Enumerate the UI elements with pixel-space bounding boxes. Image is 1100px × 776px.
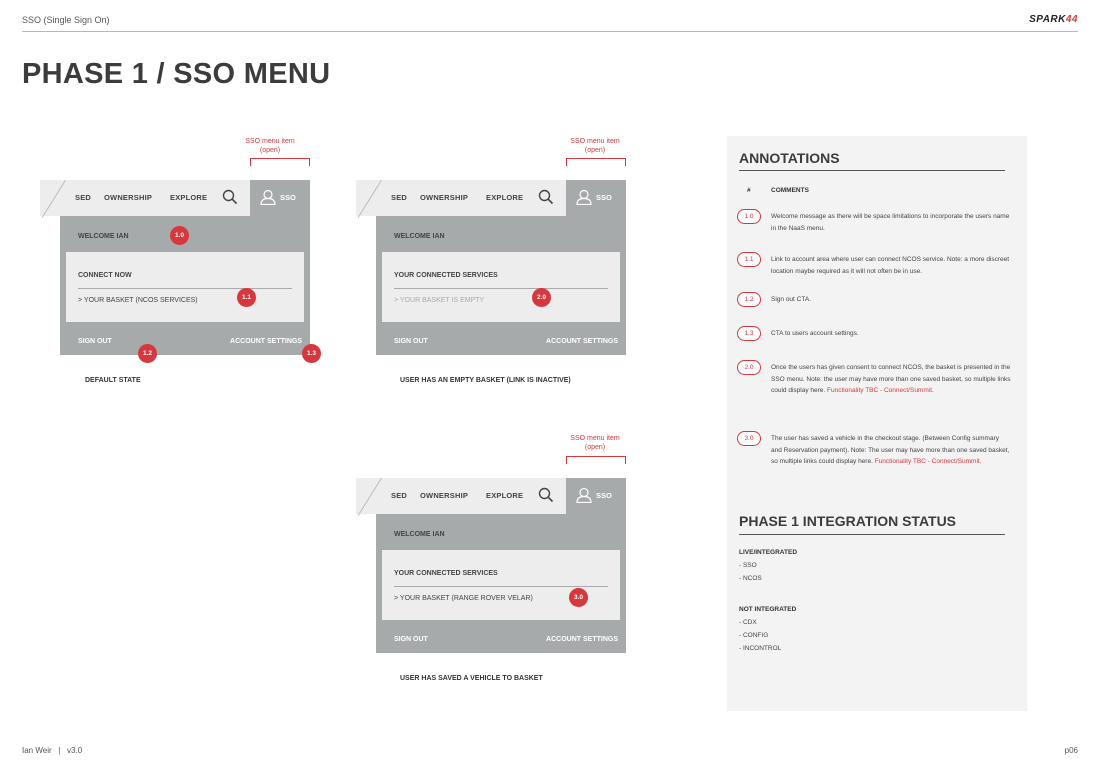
annotation-id: 2.0 (737, 360, 761, 375)
annotations-title: ANNOTATIONS (739, 150, 840, 166)
integration-title: PHASE 1 INTEGRATION STATUS (739, 513, 957, 529)
sso-dropdown-panel (376, 514, 626, 653)
logo-number: 44 (1065, 14, 1078, 25)
sso-dropdown-panel (376, 216, 626, 355)
sso-menu-default (40, 180, 317, 357)
nav-item-explore[interactable]: EXPLORE (170, 193, 208, 202)
account-settings-button[interactable]: ACCOUNT SETTINGS (546, 636, 618, 643)
annotation-badge-2-0: 2.0 (532, 288, 551, 307)
page-title: PHASE 1 / SSO MENU (22, 58, 331, 90)
col-header-number: # (747, 187, 751, 194)
services-title: CONNECT NOW (78, 272, 132, 279)
callout-sso-open-1 (230, 137, 310, 155)
sso-tab[interactable] (250, 180, 310, 216)
callout-line2: (open) (584, 147, 606, 154)
annotation-body: Link to account area where user can connect NCOS service. Note: a more discreet location maybe required as it will not often be in use. (771, 256, 1010, 275)
annotation-text (771, 294, 1011, 306)
live-item: - SSO (739, 562, 757, 569)
sign-out-button[interactable]: SIGN OUT (394, 636, 428, 643)
document-section-title: SSO (Single Sign On) (22, 15, 110, 25)
annotation-body: Welcome message as there will be space limitations to incorporate the users name in the NaaS menu. (771, 213, 1010, 232)
functionality-link[interactable]: Functionality TBC - Connect/Summit. (874, 458, 982, 465)
not-integrated-item: - INCONTROL (739, 645, 782, 652)
annotation-badge-1-3: 1.3 (302, 344, 321, 363)
annotation-badge-3-0: 3.0 (569, 588, 588, 607)
callout-line2: (open) (259, 147, 281, 154)
annotation-body: CTA to users account settings. (771, 330, 859, 337)
annotation-badge-1-1: 1.1 (237, 288, 256, 307)
annotation-id: 1.2 (737, 292, 761, 307)
services-divider (394, 288, 608, 289)
nav-divider (358, 180, 382, 218)
callout-line1: SSO menu item (245, 138, 295, 145)
annotation-body: Sign out CTA. (771, 296, 811, 303)
not-integrated-item: - CDX (739, 619, 757, 626)
services-divider (78, 288, 292, 289)
annotation-body: The user has saved a vehicle in the checkout stage. (Between Config summary and Reservation payment). Note: The user may have more than one saved basket, so multiple links could display here. (771, 435, 1010, 465)
callout-sso-open-2 (555, 137, 635, 155)
not-integrated-heading: NOT INTEGRATED (739, 606, 797, 613)
nav-item-sed[interactable]: SED (75, 193, 92, 202)
annotation-text (771, 433, 1011, 468)
sso-tab[interactable] (566, 478, 626, 514)
user-icon (576, 487, 592, 503)
annotation-body: Once the users has given consent to connect NCOS, the basket is presented in the SSO menu. Note: the user may have more than one saved basket, so multiple links could display here. (771, 364, 1011, 394)
footer-author-version: Ian Weir | v3.0 (22, 746, 83, 755)
nav-item-ownership[interactable]: OWNERSHIP (420, 491, 469, 500)
header-divider (22, 31, 1078, 32)
welcome-message: WELCOME IAN (394, 233, 445, 240)
user-icon (260, 189, 276, 205)
welcome-message: WELCOME IAN (394, 531, 445, 538)
nav-item-explore[interactable]: EXPLORE (486, 193, 524, 202)
sso-tab-label: SSO (596, 491, 612, 500)
basket-link[interactable]: > YOUR BASKET (NCOS SERVICES) (78, 297, 198, 304)
annotation-id: 1.3 (737, 326, 761, 341)
callout-bracket (566, 456, 626, 464)
sso-menu-empty (356, 180, 626, 355)
account-settings-button[interactable]: ACCOUNT SETTINGS (546, 338, 618, 345)
callout-bracket (250, 158, 310, 166)
annotation-text (771, 211, 1011, 234)
annotations-divider (739, 170, 1005, 171)
services-divider (394, 586, 608, 587)
annotation-badge-1-2: 1.2 (138, 344, 157, 363)
spark44-logo (1029, 14, 1078, 25)
annotation-text (771, 254, 1011, 277)
col-header-comments: COMMENTS (771, 187, 809, 194)
caption-saved-vehicle: USER HAS SAVED A VEHICLE TO BASKET (400, 675, 543, 682)
sso-tab-label: SSO (280, 193, 296, 202)
nav-divider (42, 180, 66, 218)
annotation-id: 3.0 (737, 431, 761, 446)
caption-empty-basket: USER HAS AN EMPTY BASKET (LINK IS INACTIVE) (400, 377, 571, 384)
services-box (382, 550, 620, 620)
services-box (66, 252, 304, 322)
annotations-panel (727, 136, 1027, 711)
callout-sso-open-3 (555, 434, 635, 452)
nav-divider (358, 478, 382, 516)
annotation-id: 1.0 (737, 209, 761, 224)
nav-item-ownership[interactable]: OWNERSHIP (104, 193, 153, 202)
search-icon[interactable] (538, 487, 554, 503)
services-title: YOUR CONNECTED SERVICES (394, 272, 498, 279)
annotation-id: 1.1 (737, 252, 761, 267)
nav-item-ownership[interactable]: OWNERSHIP (420, 193, 469, 202)
basket-link[interactable]: > YOUR BASKET (RANGE ROVER VELAR) (394, 595, 533, 602)
annotation-text (771, 328, 1011, 340)
basket-link-inactive: > YOUR BASKET IS EMPTY (394, 297, 485, 304)
welcome-message: WELCOME IAN (78, 233, 129, 240)
integration-divider (739, 534, 1005, 535)
search-icon[interactable] (538, 189, 554, 205)
annotation-text (771, 362, 1011, 397)
sso-menu-saved (356, 478, 626, 653)
footer-page-number: p06 (1064, 746, 1078, 755)
functionality-link[interactable]: Functionality TBC - Connect/Summit. (827, 387, 934, 394)
user-icon (576, 189, 592, 205)
callout-line2: (open) (584, 444, 606, 451)
not-integrated-item: - CONFIG (739, 632, 769, 639)
callout-bracket (566, 158, 626, 166)
sign-out-button[interactable]: SIGN OUT (78, 338, 112, 345)
annotation-badge-1-0: 1.0 (170, 226, 189, 245)
nav-item-sed[interactable]: SED (391, 193, 408, 202)
caption-default-state: DEFAULT STATE (85, 377, 141, 384)
callout-line1: SSO menu item (570, 435, 620, 442)
live-item: - NCOS (739, 575, 762, 582)
services-box (382, 252, 620, 322)
nav-item-explore[interactable]: EXPLORE (486, 491, 524, 500)
live-integrated-heading: LIVE/INTEGRATED (739, 549, 798, 556)
services-title: YOUR CONNECTED SERVICES (394, 570, 498, 577)
search-icon[interactable] (222, 189, 238, 205)
sign-out-button[interactable]: SIGN OUT (394, 338, 428, 345)
callout-line1: SSO menu item (570, 138, 620, 145)
logo-text: SPARK (1029, 14, 1066, 25)
nav-item-sed[interactable]: SED (391, 491, 408, 500)
sso-tab-label: SSO (596, 193, 612, 202)
sso-tab[interactable] (566, 180, 626, 216)
account-settings-button[interactable]: ACCOUNT SETTINGS (230, 338, 302, 345)
